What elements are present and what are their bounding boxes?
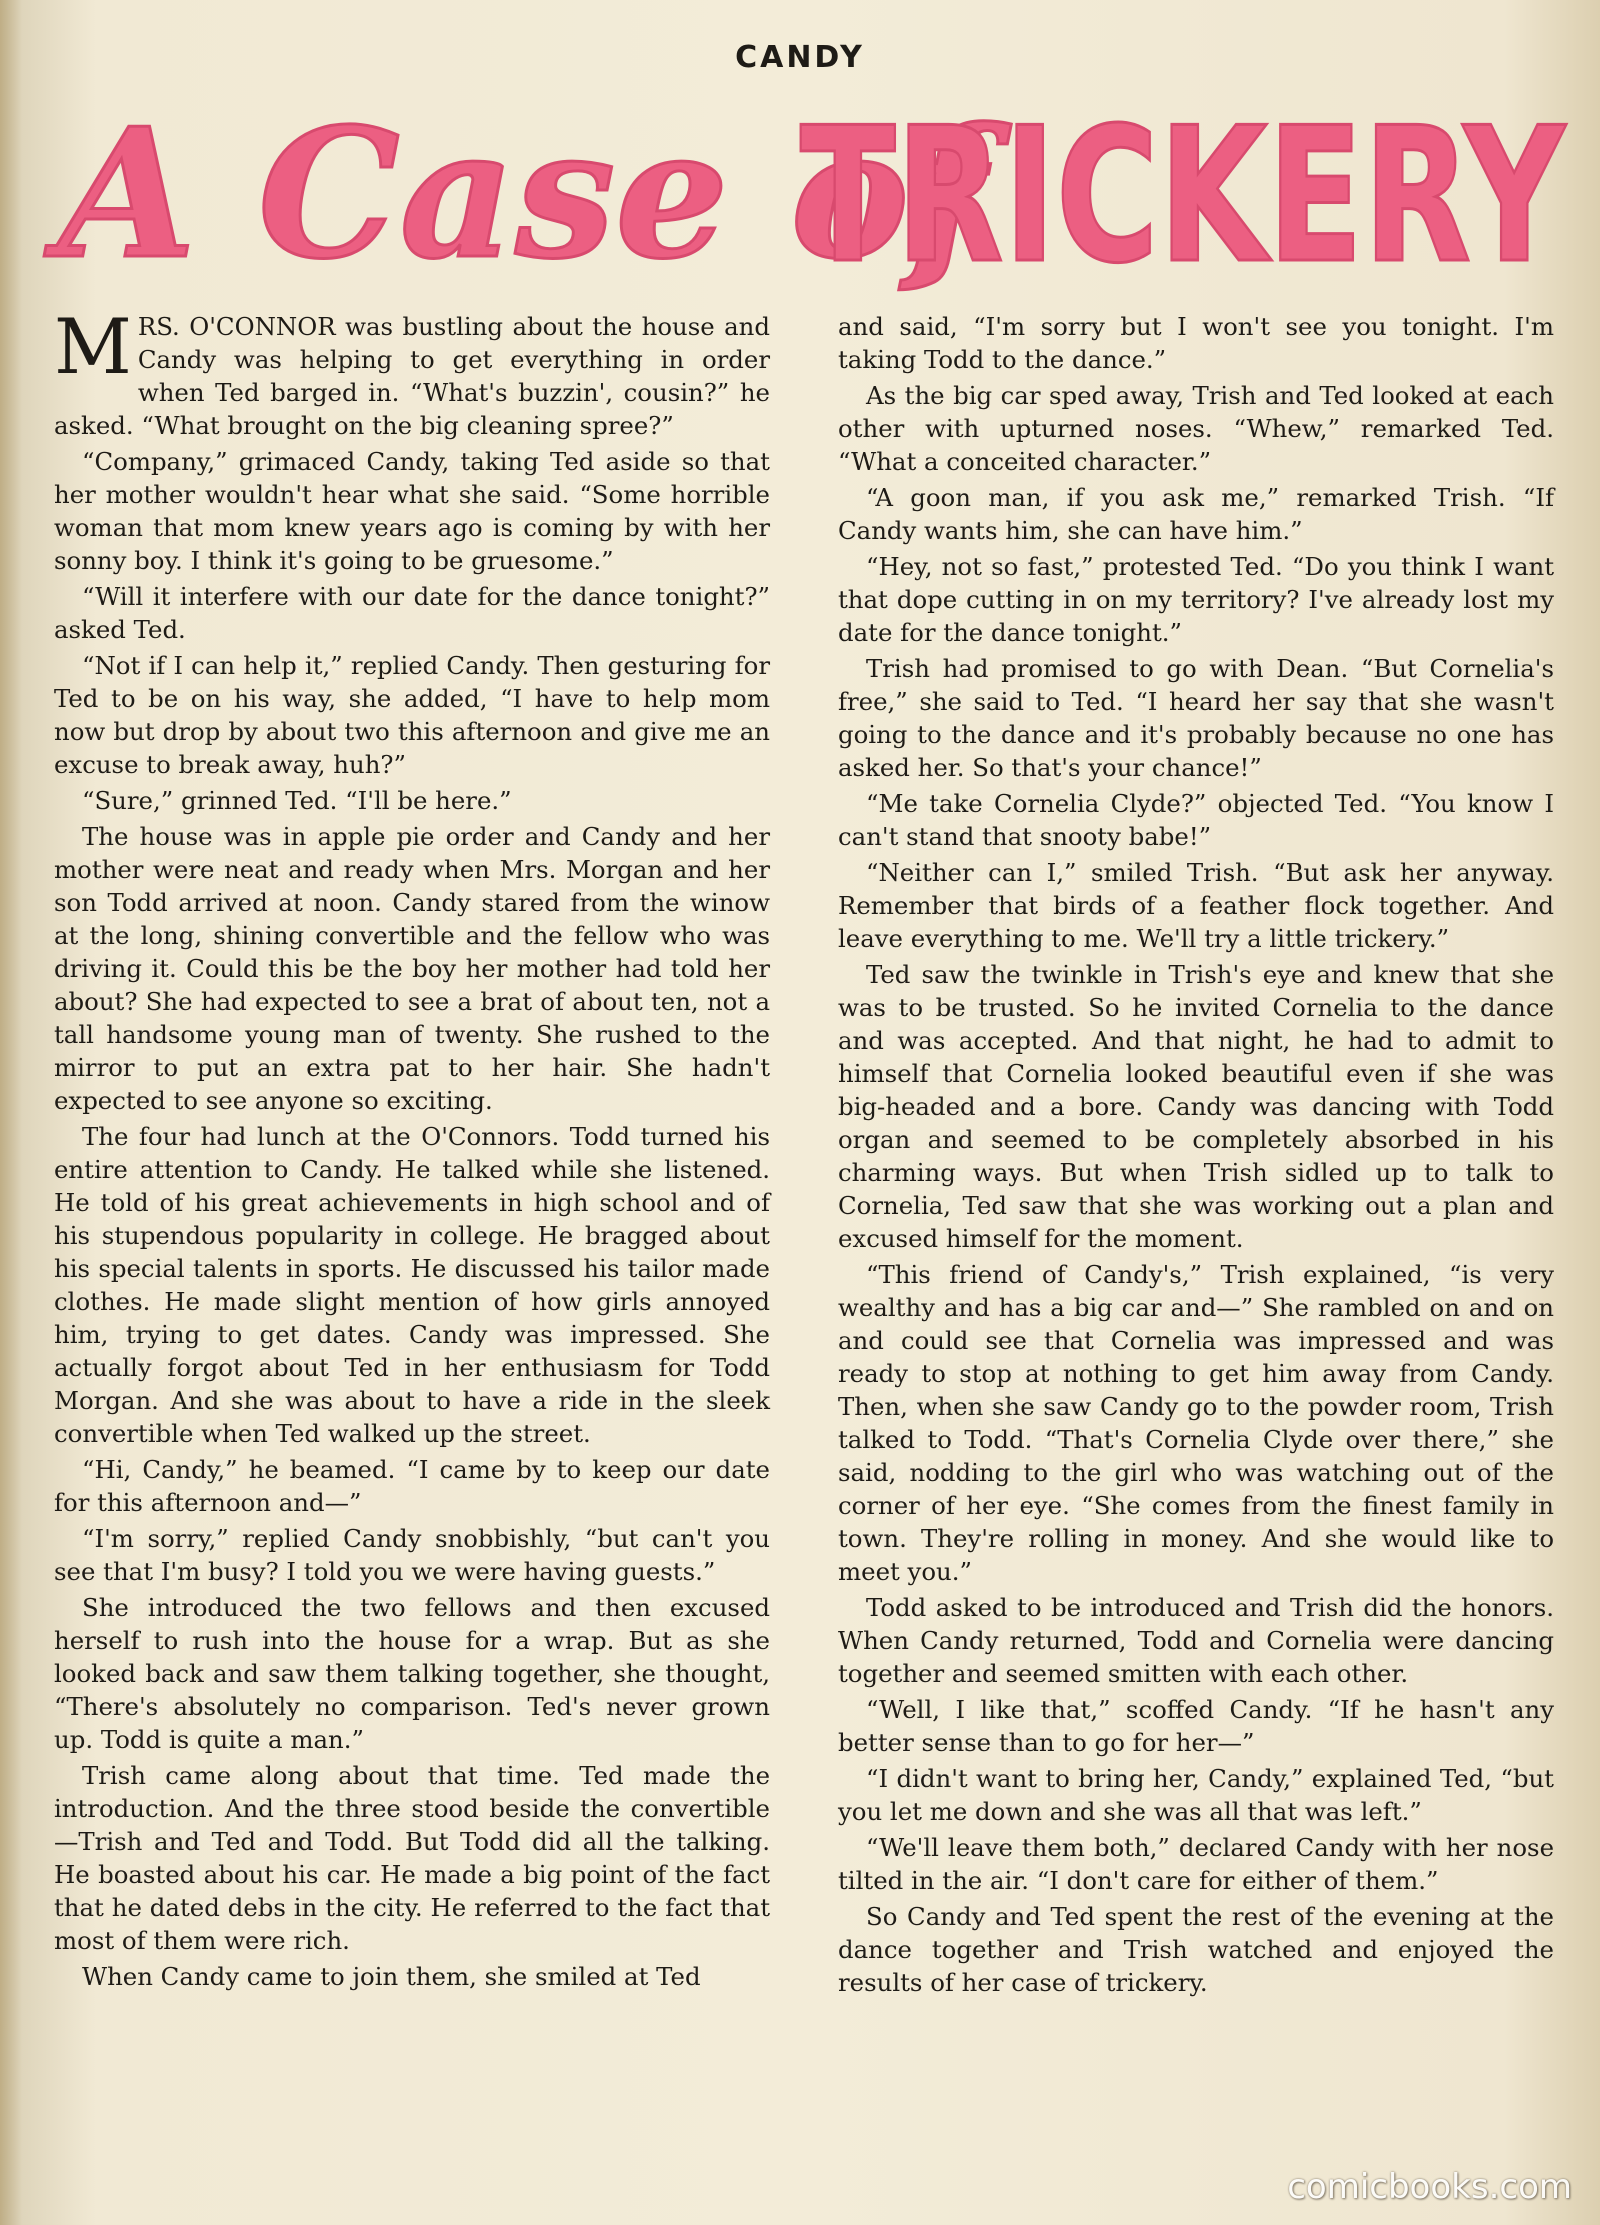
drop-cap: M	[54, 302, 132, 391]
story-paragraph: “I'm sorry,” replied Candy snobbishly, “but can't you see that I'm busy? I told you we were having guests.”	[54, 1524, 770, 1586]
story-paragraph: “Sure,” grinned Ted. “I'll be here.”	[82, 786, 512, 815]
story-paragraph: “Me take Cornelia Clyde?” objected Ted. “You know I can't stand that snooty babe!”	[838, 789, 1554, 851]
story-column-left	[54, 302, 770, 1996]
story-paragraph: Todd asked to be introduced and Trish did the honors. When Candy returned, Todd and Cornelia were dancing together and seemed smitten with each other.	[838, 1593, 1554, 1688]
running-title: CANDY	[735, 40, 865, 75]
story-paragraph: and said, “I'm sorry but I won't see you tonight. I'm taking Todd to the dance.”	[838, 312, 1554, 374]
story-paragraph: “We'll leave them both,” declared Candy with her nose tilted in the air. “I don't care for either of them.”	[838, 1833, 1554, 1895]
site-watermark: comicbooks.com	[1287, 2167, 1572, 2207]
story-paragraph: When Candy came to join them, she smiled at Ted	[82, 1962, 701, 1991]
story-paragraph: “Neither can I,” smiled Trish. “But ask her anyway. Remember that birds of a feather flock together. And leave everything to me. We'll try a little trickery.”	[838, 858, 1554, 953]
story-title	[0, 78, 1600, 318]
story-paragraph: “This friend of Candy's,” Trish explained, “is very wealthy and has a big car and—” She rambled on and on and could see that Cornelia was impressed and was ready to stop at nothing to get him away from Candy. Then, when she saw Candy go to the powder room, Trish talked to Todd. “That's Cornelia Clyde over there,” she said, nodding to the girl who was watching out of the corner of her eye. “She comes from the finest family in town. They're rolling in money. And she would like to meet you.”	[838, 1260, 1554, 1586]
story-paragraph: “Company,” grimaced Candy, taking Ted aside so that her mother wouldn't hear what she said. “Some horrible woman that mom knew years ago is coming by with her sonny boy. I think it's going to be gruesome.”	[54, 447, 770, 575]
story-paragraph: “Hi, Candy,” he beamed. “I came by to keep our date for this afternoon and—”	[54, 1455, 770, 1517]
story-paragraph: “Hey, not so fast,” protested Ted. “Do you think I want that dope cutting in on my territory? I've already lost my date for the dance tonight.”	[838, 552, 1554, 647]
title-script-part: A Case of	[58, 89, 986, 298]
story-column-right	[838, 310, 1554, 2002]
story-paragraph: The house was in apple pie order and Candy and her mother were neat and ready when Mrs. Morgan and her son Todd arrived at noon. Candy stared from the winow at the long, shining convertible and the fellow who was driving it. Could this be the boy her mother had told her about? She had expected to see a brat of about ten, not a tall handsome young man of twenty. She rushed to the mirror to put an extra pat to her hair. She hadn't expected to see anyone so exciting.	[54, 822, 770, 1115]
story-paragraph: “Well, I like that,” scoffed Candy. “If he hasn't any better sense than to go for her—”	[838, 1695, 1554, 1757]
story-paragraph: So Candy and Ted spent the rest of the evening at the dance together and Trish watched and enjoyed the results of her case of trickery.	[838, 1902, 1554, 1997]
story-paragraph: “A goon man, if you ask me,” remarked Trish. “If Candy wants him, she can have him.”	[838, 483, 1554, 545]
story-paragraph: Trish came along about that time. Ted made the introduction. And the three stood beside the convertible—Trish and Ted and Todd. But Todd did all the talking. He boasted about his car. He made a big point of the fact that he dated debs in the city. He referred to the fact that most of them were rich.	[54, 1761, 770, 1955]
story-paragraph: As the big car sped away, Trish and Ted looked at each other with upturned noses. “Whew,” remarked Ted. “What a conceited character.”	[838, 381, 1554, 476]
story-paragraph: MRS. O'CONNOR was bustling about the house and Candy was helping to get everything in order when Ted barged in. “What's buzzin', cousin?” he asked. “What brought on the big cleaning spree?”	[54, 302, 770, 440]
story-paragraph: Trish had promised to go with Dean. “But Cornelia's free,” she said to Ted. “I heard her say that she wasn't going to the dance and it's probably because no one has asked her. So that's your chance!”	[838, 654, 1554, 782]
story-paragraph: “Will it interfere with our date for the dance tonight?” asked Ted.	[54, 582, 770, 644]
story-paragraph: Ted saw the twinkle in Trish's eye and knew that she was to be trusted. So he invited Cornelia to the dance and was accepted. And that night, he had to admit to himself that Cornelia looked beautiful even if she was big-headed and a bore. Candy was dancing with Todd organ and seemed to be completely absorbed in his charming ways. But when Trish sidled up to talk to Cornelia, Ted saw that she was working out a plan and excused himself for the moment.	[838, 960, 1554, 1253]
story-title-art	[0, 78, 1600, 318]
story-paragraph: “I didn't want to bring her, Candy,” explained Ted, “but you let me down and she was all that was left.”	[838, 1764, 1554, 1826]
title-block-part: TRICKERY	[800, 87, 1567, 304]
story-paragraph: The four had lunch at the O'Connors. Todd turned his entire attention to Candy. He talked while she listened. He told of his great achievements in high school and of his stupendous popularity in college. He bragged about his special talents in sports. He discussed his tailor made clothes. He made slight mention of how girls annoyed him, trying to get dates. Candy was impressed. She actually forgot about Ted in her enthusiasm for Todd Morgan. And she was about to have a ride in the sleek convertible when Ted walked up the street.	[54, 1122, 770, 1448]
story-paragraph: “Not if I can help it,” replied Candy. Then gesturing for Ted to be on his way, she added, “I have to help mom now but drop by about two this afternoon and give me an excuse to break away, huh?”	[54, 651, 770, 779]
page-gutter-shadow	[0, 0, 22, 2225]
story-paragraph: She introduced the two fellows and then excused herself to rush into the house for a wrap. But as she looked back and saw them talking together, she thought, “There's absolutely no comparison. Ted's never grown up. Todd is quite a man.”	[54, 1593, 770, 1754]
